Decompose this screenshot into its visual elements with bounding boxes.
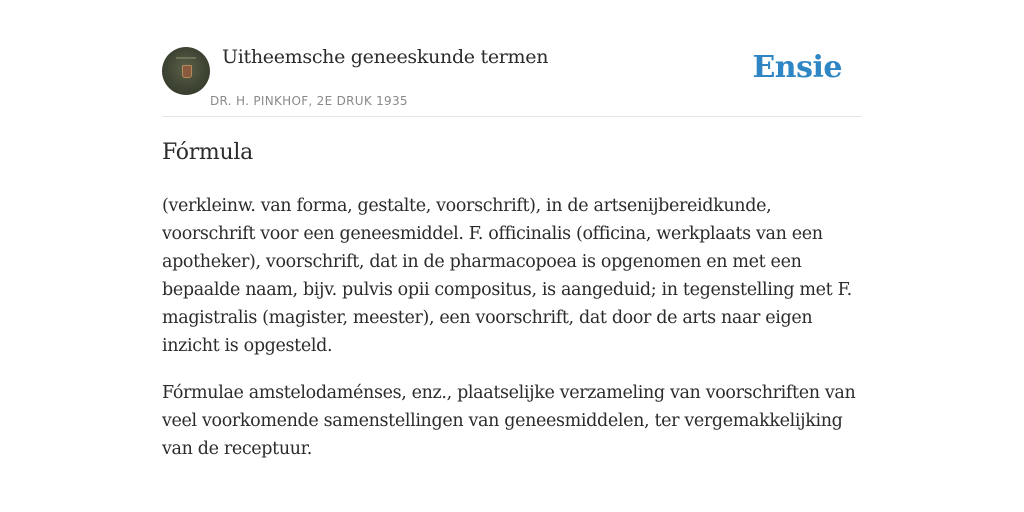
header xyxy=(162,44,862,117)
entry-content xyxy=(162,192,862,482)
book-cover-avatar[interactable] xyxy=(162,47,210,95)
cover-emblem-icon xyxy=(182,65,192,78)
cover-title-mark xyxy=(176,57,196,59)
entry-paragraph: Fórmulae amstelodaménses, enz., plaatselijke verzameling van voorschriften van veel voorkomende samenstellingen van geneesmiddelen, ter vergemakkelijking van de receptuur. xyxy=(162,383,856,459)
book-title[interactable]: Uitheemsche geneeskunde termen xyxy=(222,46,549,68)
entry-paragraph: (verkleinw. van forma, gestalte, voorschrift), in de artsenijbereidkunde, voorschrift voor een geneesmiddel. F. officinalis (officina, werkplaats van een apotheker), voorschrift, dat in de pharmacopoea is opgenomen en met een bepaalde naam, bijv. pulvis opii compositus, is aangeduid; in tegenstelling met F. magistralis (magister, meester), een voorschrift, dat door de arts naar eigen inzicht is opgesteld. xyxy=(162,196,852,356)
book-author: DR. H. PINKHOF, 2E DRUK 1935 xyxy=(210,94,408,108)
brand-logo[interactable]: Ensie xyxy=(752,50,842,85)
entry-term: Fórmula xyxy=(162,140,253,165)
